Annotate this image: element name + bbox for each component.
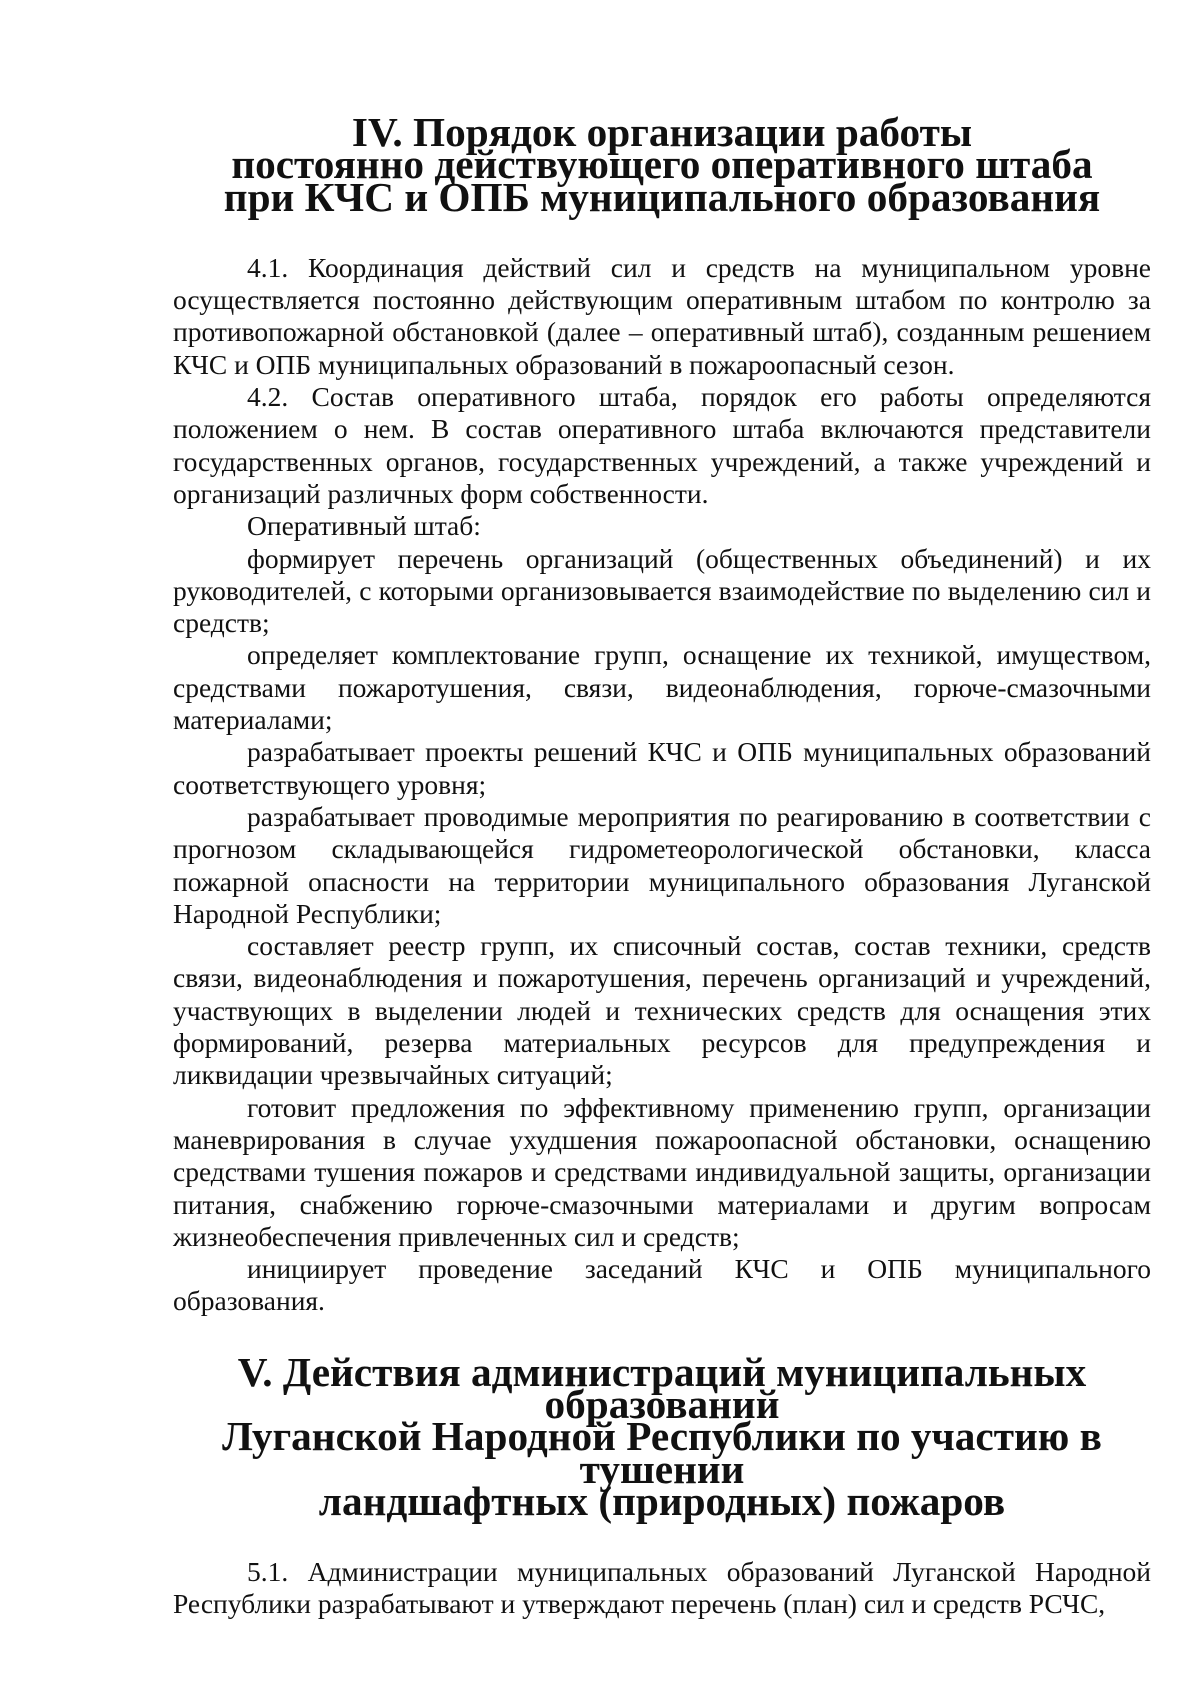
section-5-heading-line-1: V. Действия администраций муниципальных образований [237, 1348, 1087, 1427]
paragraph-4-1: 4.1. Координация действий сил и средств на муниципальном уровне осуществляется постоянно действующим оперативным штабом по контролю за противопожарной обстановкой (далее – оперативный штаб), созданным решением КЧС и ОПБ муниципальных образований в пожароопасный сезон. [173, 251, 1151, 380]
section-5-heading-line-2: Луганской Народной Республики по участию в тушении [222, 1413, 1102, 1492]
paragraph-develops-projects: разрабатывает проекты решений КЧС и ОПБ муниципальных образований соответствующего уровня; [173, 736, 1151, 800]
paragraph-operational-hq-intro: Оперативный штаб: [247, 510, 481, 542]
section-5-heading [173, 1348, 1151, 1524]
paragraph-5-1: 5.1. Администрации муниципальных образований Луганской Народной Республики разрабатывают и утверждают перечень (план) сил и средств РСЧС, [173, 1556, 1151, 1620]
paragraph-develops-measures: разрабатывает проводимые мероприятия по реагированию в соответствии с прогнозом складывающейся гидрометеорологической обстановки, класса пожарной опасности на территории муниципального образования Луганской Народной Республики; [173, 800, 1151, 929]
paragraph-forms-list: формирует перечень организаций (общественных объединений) и их руководителей, с которыми организовывается взаимодействие по выделению сил и средств; [173, 542, 1151, 639]
paragraph-compiles-registry: составляет реестр групп, их списочный состав, состав техники, средств связи, видеонаблюдения и пожаротушения, перечень организаций и учреждений, участвующих в выделении людей и технических средств для оснащения этих формирований, резерва материальных ресурсов для предупреждения и ликвидации чрезвычайных ситуаций; [173, 930, 1151, 1091]
section-4-heading-line-2: постоянно действующего оперативного штаба [231, 141, 1093, 188]
paragraph-4-2: 4.2. Состав оперативного штаба, порядок его работы определяются положением о нем. В состав оперативного штаба включаются представители государственных органов, государственных учреждений, а также учреждений и организаций различных форм собственности. [173, 381, 1151, 509]
paragraph-prepares-proposals: готовит предложения по эффективному применению групп, организации маневрирования в случае ухудшения пожароопасной обстановки, оснащению средствами тушения пожаров и средствами индивидуальной защиты, организации питания, снабжению горюче-смазочными материалами и другим вопросам жизнеобеспечения привлеченных сил и средств; [173, 1091, 1151, 1252]
section-4-heading-line-3: при КЧС и ОПБ муниципального образования [223, 173, 1101, 220]
paragraph-initiates-meetings: инициирует проведение заседаний КЧС и ОПБ муниципального образования. [173, 1253, 1151, 1317]
section-4-heading [173, 109, 1151, 220]
paragraph-determines-staffing: определяет комплектование групп, оснащение их техникой, имуществом, средствами пожаротушения, связи, видеонаблюдения, горюче-смазочными материалами; [173, 639, 1151, 736]
section-5-heading-line-3: ландшафтных (природных) пожаров [318, 1477, 1006, 1524]
document-page [173, 104, 1151, 1621]
section-4-heading-line-1: IV. Порядок организации работы [351, 109, 973, 155]
